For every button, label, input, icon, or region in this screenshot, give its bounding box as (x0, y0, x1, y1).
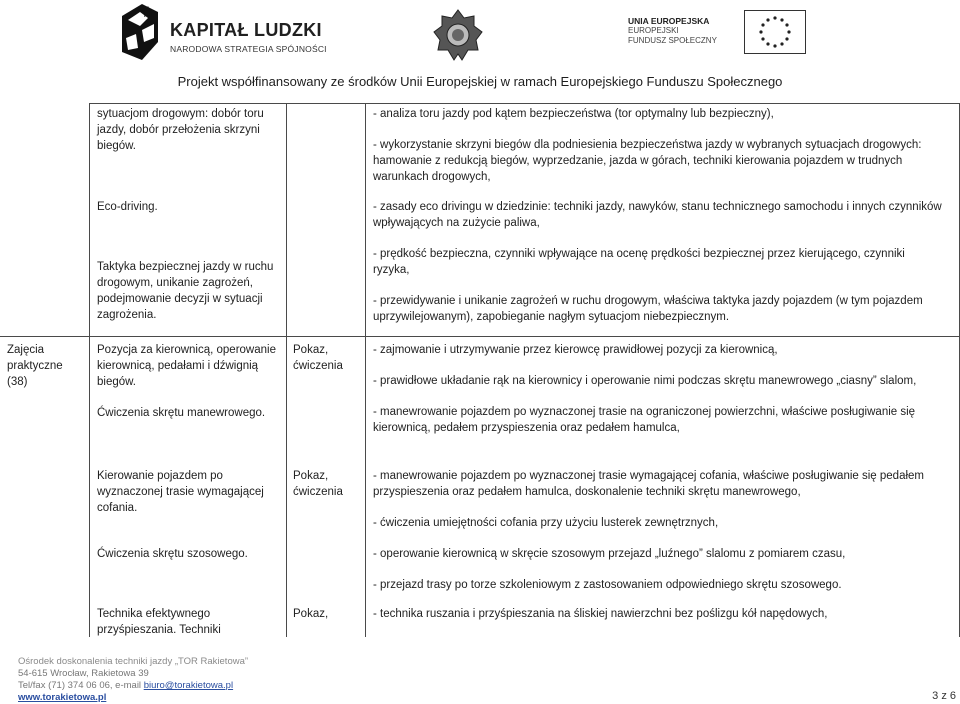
footer-website-link[interactable]: www.torakietowa.pl (18, 692, 107, 703)
eu-fund-line1: EUROPEJSKI (628, 26, 679, 35)
kapital-ludzki-title: KAPITAŁ LUDZKI (170, 20, 322, 40)
content-line: - przejazd trasy po torze szkoleniowym z zastosowaniem odpowiedniego skrętu szosowego. (373, 579, 842, 591)
kapital-ludzki-logo-icon (118, 2, 162, 64)
table-row-content (373, 106, 943, 185)
page-number: 3 z 6 (932, 690, 956, 702)
eu-flag-icon (744, 10, 806, 54)
content-line: - prędkość bezpieczna, czynniki wpływające na ocenę prędkości bezpiecznej przez kierującego, czynniki ryzyka, (373, 248, 905, 276)
table-row-content (373, 468, 943, 531)
page-header (0, 0, 960, 72)
page-footer (18, 656, 248, 704)
content-line: - technika ruszania i przyśpieszania na śliskiej nawierzchni bez poślizgu kół napędowych, (373, 608, 828, 620)
table-row-method: Pokaz, ćwiczenia (293, 470, 343, 498)
content-line: - manewrowanie pojazdem po wyznaczonej trasie wymagającej cofania, właściwe posługiwanie się pedałem przyspieszenia oraz pedałem hamulca, doskonalenie techniki skrętu manewrowego, (373, 470, 925, 498)
column-divider (286, 103, 287, 637)
table-row-content (373, 606, 943, 622)
table-row-topic: Taktyka bezpiecznej jazdy w ruchu drogowym, unikanie zagrożeń, podejmowanie decyzji w sytuacji zagrożenia. (97, 261, 274, 321)
table-row-content (373, 342, 943, 436)
content-line: - analiza toru jazdy pod kątem bezpieczeństwa (tor optymalny lub bezpieczny), (373, 108, 774, 120)
table-row-content (373, 546, 943, 593)
kapital-ludzki-brand (170, 20, 327, 54)
column-divider (365, 103, 366, 637)
table-row-topic: Ćwiczenia skrętu szosowego. (97, 548, 248, 560)
police-badge-icon (432, 8, 484, 64)
content-line: - przewidywanie i unikanie zagrożeń w ruchu drogowym, właściwa taktyka jazdy pojazdem (w tym pojazdem uprzywilejowanym), zapobieganie nagłym sytuacjom niebezpiecznym. (373, 295, 923, 323)
table-row-topic: Technika efektywnego przyśpieszania. Techniki (97, 608, 221, 636)
footer-email-link[interactable]: biuro@torakietowa.pl (143, 680, 234, 691)
content-line: - zasady eco drivingu w dziedzinie: techniki jazdy, nawyków, stanu technicznego samochodu i innych czynników wpływających na zużycie paliwa, (373, 201, 942, 229)
content-line: - manewrowanie pojazdem po wyznaczonej trasie na ograniczonej powierzchni, właściwe posługiwanie się kierownicą, pedałem przyspieszenia oraz pedałem hamulca, (373, 406, 916, 434)
row-divider (0, 336, 960, 337)
row-divider (89, 103, 960, 104)
projekt-statement: Projekt współfinansowany ze środków Unii Europejskiej w ramach Europejskiego Funduszu Społecznego (177, 74, 783, 89)
table-row-topic (97, 342, 279, 421)
topic-line: Pozycja za kierownicą, operowanie kierownicą, pedałami i dźwignią biegów. (97, 344, 276, 388)
table-row-topic: Kierowanie pojazdem po wyznaczonej trasie wymagającej cofania. (97, 470, 264, 514)
footer-address: 54-615 Wrocław, Rakietowa 39 (18, 668, 149, 679)
content-line: - ćwiczenia umiejętności cofania przy użyciu lusterek zewnętrznych, (373, 517, 719, 529)
section-label: Zajęcia praktyczne (38) (7, 344, 63, 388)
eu-title: UNIA EUROPEJSKA (628, 16, 710, 26)
table-row-content (373, 199, 943, 231)
table-row-topic: sytuacjom drogowym: dobór toru jazdy, dobór przełożenia skrzyni biegów. (97, 108, 264, 152)
table-row-method: Pokaz, (293, 608, 329, 620)
eu-fund-line2: FUNDUSZ SPOŁECZNY (628, 36, 717, 45)
footer-org: Ośrodek doskonalenia techniki jazdy „TOR Rakietowa” (18, 656, 249, 667)
topic-line: Ćwiczenia skrętu manewrowego. (97, 407, 266, 419)
table-row-topic: Eco-driving. (97, 201, 158, 213)
curriculum-table (0, 103, 960, 637)
content-line: - operowanie kierownicą w skręcie szosowym przejazd „luźnego” slalomu z pomiarem czasu, (373, 548, 846, 560)
content-line: - wykorzystanie skrzyni biegów dla podniesienia bezpieczeństwa jazdy w wybranych sytuacjach drogowych: hamowanie z redukcją biegów, wyprzedzanie, jazda w górach, techniki kierowania pojazdem w trudnych warunkach drogowych, (373, 139, 922, 183)
content-line: - zajmowanie i utrzymywanie przez kierowcę prawidłowej pozycji za kierownicą, (373, 344, 778, 356)
content-line: - prawidłowe układanie rąk na kierownicy i operowanie nimi podczas skrętu manewrowego „ciasny” slalom, (373, 375, 917, 387)
eu-text (628, 16, 738, 46)
kapital-ludzki-subtitle: NARODOWA STRATEGIA SPÓJNOŚCI (170, 44, 327, 54)
column-divider (89, 103, 90, 637)
table-row-content (373, 246, 943, 325)
footer-contact (18, 680, 248, 692)
footer-phone: Tel/fax (71) 374 06 06, e-mail (18, 680, 144, 691)
table-row-method: Pokaz, ćwiczenia (293, 344, 343, 372)
